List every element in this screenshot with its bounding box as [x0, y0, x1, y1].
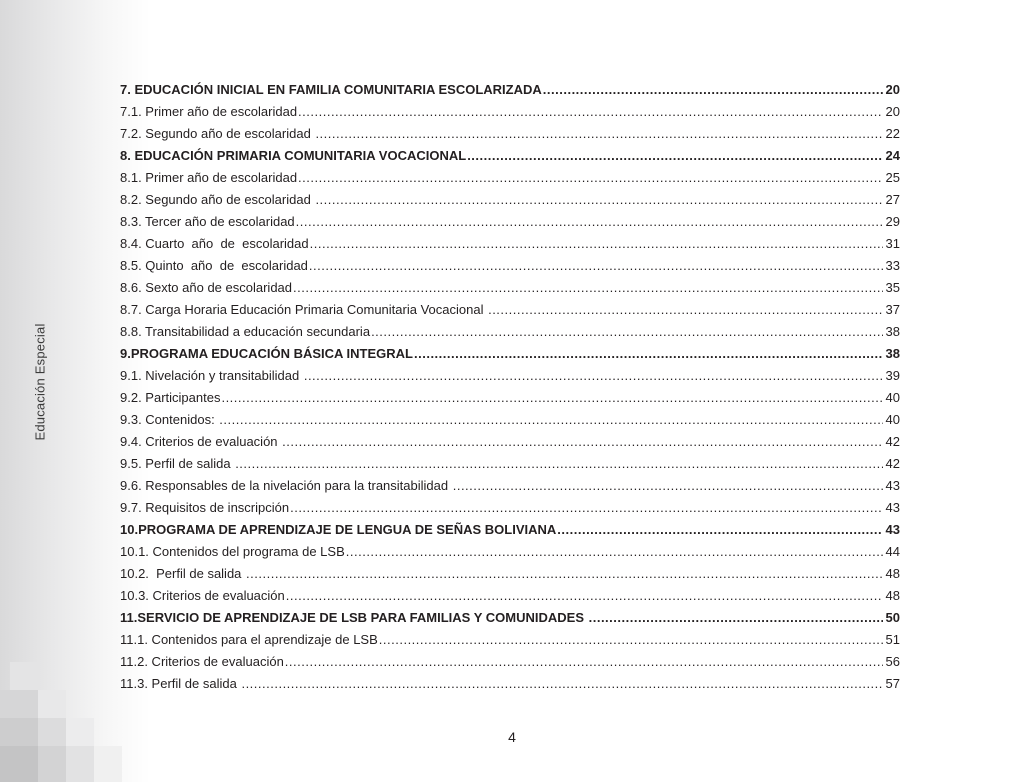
toc-entry-page: 20 [885, 104, 900, 119]
toc-entry-title: 11.1. Contenidos para el aprendizaje de LSB [120, 632, 378, 647]
toc-entry[interactable] [120, 475, 900, 497]
toc-entry-title: 9.7. Requisitos de inscripción [120, 500, 290, 515]
toc-entry-title: 8.5. Quinto año de escolaridad [120, 258, 308, 273]
decorative-square [38, 690, 66, 718]
toc-dot-leader [221, 387, 883, 409]
toc-entry-title: 7.1. Primer año de escolaridad [120, 104, 298, 119]
toc-entry-page: 56 [885, 654, 900, 669]
toc-dot-leader [488, 299, 883, 321]
toc-entry-title: 8.2. Segundo año de escolaridad [120, 192, 315, 207]
toc-entry-page: 43 [885, 522, 900, 537]
toc-dot-leader [309, 255, 883, 277]
toc-entry-page: 24 [885, 148, 900, 163]
toc-entry-title: 8.8. Transitabilidad a educación secundaria [120, 324, 371, 339]
toc-entry-page: 50 [885, 610, 900, 625]
toc-entry-title: 7.2. Segundo año de escolaridad [120, 126, 315, 141]
toc-dot-leader [310, 233, 883, 255]
toc-entry-page: 42 [885, 456, 900, 471]
toc-entry[interactable] [120, 255, 900, 277]
toc-entry[interactable] [120, 343, 900, 365]
decorative-square [38, 746, 66, 782]
toc-dot-leader [235, 453, 883, 475]
toc-dot-leader [589, 607, 883, 629]
toc-entry-page: 43 [885, 500, 900, 515]
toc-dot-leader [219, 409, 883, 431]
toc-entry-title: 9.6. Responsables de la nivelación para la transitabilidad [120, 478, 452, 493]
toc-entry-page: 29 [885, 214, 900, 229]
toc-entry-page: 22 [885, 126, 900, 141]
toc-entry-title: 9.PROGRAMA EDUCACIÓN BÁSICA INTEGRAL [120, 346, 413, 361]
toc-dot-leader [557, 519, 883, 541]
toc-entry-title: 8. EDUCACIÓN PRIMARIA COMUNITARIA VOCACIONAL [120, 148, 467, 163]
toc-entry[interactable] [120, 651, 900, 673]
toc-dot-leader [543, 79, 883, 101]
toc-dot-leader [246, 563, 883, 585]
toc-entry[interactable] [120, 629, 900, 651]
toc-dot-leader [285, 651, 883, 673]
toc-dot-leader [293, 277, 883, 299]
toc-dot-leader [298, 101, 883, 123]
toc-entry[interactable] [120, 673, 900, 695]
toc-entry[interactable] [120, 211, 900, 233]
toc-entry-page: 43 [885, 478, 900, 493]
toc-entry[interactable] [120, 387, 900, 409]
toc-entry-title: 9.4. Criterios de evaluación [120, 434, 282, 449]
toc-entry[interactable] [120, 607, 900, 629]
toc-entry-title: 9.1. Nivelación y transitabilidad [120, 368, 303, 383]
toc-entry-page: 48 [885, 588, 900, 603]
toc-entry[interactable] [120, 409, 900, 431]
toc-entry-page: 38 [885, 324, 900, 339]
toc-entry-title: 10.1. Contenidos del programa de LSB [120, 544, 345, 559]
toc-entry-title: 11.SERVICIO DE APRENDIZAJE DE LSB PARA FAMILIAS Y COMUNIDADES [120, 610, 588, 625]
toc-entry-page: 42 [885, 434, 900, 449]
toc-entry-page: 40 [885, 412, 900, 427]
toc-entry[interactable] [120, 167, 900, 189]
toc-entry[interactable] [120, 277, 900, 299]
toc-entry-page: 27 [885, 192, 900, 207]
toc-dot-leader [379, 629, 883, 651]
toc-entry-page: 39 [885, 368, 900, 383]
toc-entry[interactable] [120, 563, 900, 585]
decorative-square [66, 746, 94, 782]
toc-dot-leader [304, 365, 883, 387]
toc-dot-leader [371, 321, 883, 343]
toc-entry[interactable] [120, 189, 900, 211]
toc-entry[interactable] [120, 431, 900, 453]
decorative-square [0, 746, 38, 782]
toc-entry-page: 51 [885, 632, 900, 647]
toc-entry-title: 9.5. Perfil de salida [120, 456, 235, 471]
toc-entry-title: 9.3. Contenidos: [120, 412, 219, 427]
toc-entry[interactable] [120, 541, 900, 563]
toc-dot-leader [296, 211, 883, 233]
toc-entry[interactable] [120, 453, 900, 475]
toc-entry-title: 10.2. Perfil de salida [120, 566, 246, 581]
toc-entry-title: 8.1. Primer año de escolaridad [120, 170, 298, 185]
toc-entry-page: 35 [885, 280, 900, 295]
toc-dot-leader [315, 123, 883, 145]
toc-entry-title: 7. EDUCACIÓN INICIAL EN FAMILIA COMUNITARIA ESCOLARIZADA [120, 82, 542, 97]
toc-entry-page: 31 [885, 236, 900, 251]
side-section-label-text: Educación Especial [32, 323, 48, 441]
toc-dot-leader [346, 541, 883, 563]
toc-dot-leader [286, 585, 883, 607]
toc-entry-title: 8.7. Carga Horaria Educación Primaria Comunitaria Vocacional [120, 302, 488, 317]
toc-entry-title: 9.2. Participantes [120, 390, 221, 405]
toc-dot-leader [298, 167, 883, 189]
toc-entry[interactable] [120, 101, 900, 123]
toc-entry-title: 10.3. Criterios de evaluación [120, 588, 285, 603]
toc-dot-leader [290, 497, 883, 519]
toc-dot-leader [414, 343, 883, 365]
toc-entry[interactable] [120, 79, 900, 101]
toc-entry[interactable] [120, 321, 900, 343]
toc-entry-page: 57 [885, 676, 900, 691]
decorative-square [0, 690, 38, 718]
toc-entry-page: 33 [885, 258, 900, 273]
toc-entry[interactable] [120, 497, 900, 519]
toc-entry-title: 11.3. Perfil de salida [120, 676, 241, 691]
table-of-contents [120, 79, 900, 695]
toc-dot-leader [453, 475, 883, 497]
toc-entry-title: 8.3. Tercer año de escolaridad [120, 214, 295, 229]
toc-dot-leader [241, 673, 883, 695]
toc-entry-title: 8.4. Cuarto año de escolaridad [120, 236, 309, 251]
toc-dot-leader [315, 189, 883, 211]
toc-entry-page: 37 [885, 302, 900, 317]
toc-entry[interactable] [120, 123, 900, 145]
toc-entry[interactable] [120, 585, 900, 607]
toc-entry[interactable] [120, 233, 900, 255]
toc-entry-page: 44 [885, 544, 900, 559]
toc-entry[interactable] [120, 299, 900, 321]
decorative-square [10, 662, 38, 690]
toc-entry-page: 48 [885, 566, 900, 581]
toc-entry-page: 40 [885, 390, 900, 405]
toc-entry[interactable] [120, 145, 900, 167]
toc-entry-page: 25 [885, 170, 900, 185]
toc-entry[interactable] [120, 365, 900, 387]
toc-entry-title: 11.2. Criterios de evaluación [120, 654, 284, 669]
toc-dot-leader [467, 145, 883, 167]
toc-entry[interactable] [120, 519, 900, 541]
toc-entry-title: 10.PROGRAMA DE APRENDIZAJE DE LENGUA DE SEÑAS BOLIVIANA [120, 522, 557, 537]
toc-entry-page: 38 [885, 346, 900, 361]
toc-dot-leader [282, 431, 883, 453]
page-number: 4 [508, 729, 516, 745]
toc-entry-title: 8.6. Sexto año de escolaridad [120, 280, 293, 295]
toc-entry-page: 20 [885, 82, 900, 97]
decorative-square [94, 746, 122, 782]
